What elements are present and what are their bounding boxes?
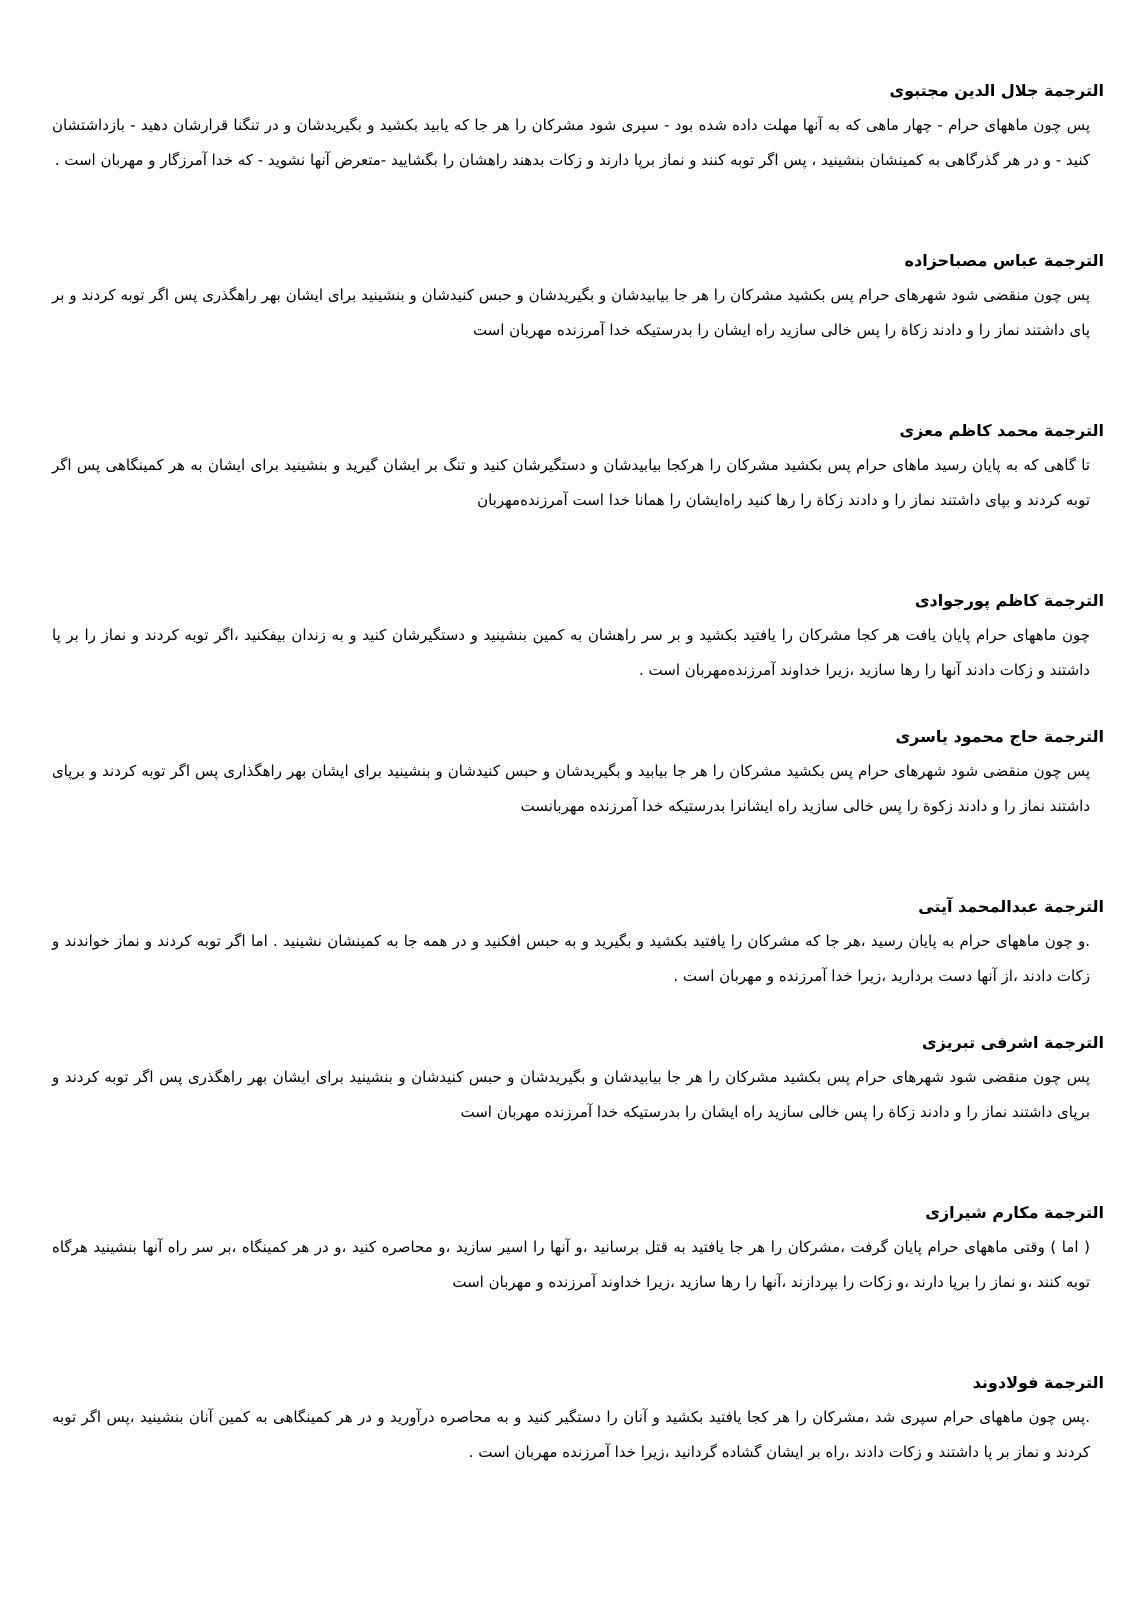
translation-text: پس چون منقضی شود شهرهای حرام پس بکشید مشرکان را هر جا بیابیدشان و بگیریدشان و حبس کنیدشان و بنشینید برای ایشان بهر راهگذری پس اگر توبه کردند و برپای داشتند نماز را و دادند زکاة را پس خالی سازید راه ایشان را بدرستیکه خدا آمرزنده مهربان است	[52, 1068, 1090, 1121]
translation-section	[52, 250, 1104, 348]
translation-text: تا گاهی که به پایان رسید ماهای حرام پس بکشید مشرکان را هرکجا بیابیدشان و دستگیرشان کنید و تنگ بر ایشان گیرید و بنشینید برای ایشان به هر کمینگاهی پس اگر توبه کردند و بپای داشتند نماز را و دادند زکاة را رها کنید راه‌ایشان را همانا خدا است آمرزنده‌مهربان	[52, 456, 1090, 509]
translation-section	[52, 726, 1104, 824]
translation-text: پس چون منقضی شود شهرهای حرام پس بکشید مشرکان را هر جا بیابیدشان و بگیریدشان و حبس کنیدشان و بنشینید برای ایشان بهر راهگذری پس اگر توبه کردند و بر پای داشتند نماز را و دادند زکاة را پس خالی سازید راه ایشان را بدرستیکه خدا آمرزنده مهربان است	[52, 286, 1090, 339]
translation-text: .و چون ماههای حرام به پایان رسید ،هر جا که مشرکان را یافتید بکشید و بگیرید و به حبس افکنید و در همه جا به کمینشان نشینید . اما اگر توبه کردند و نماز خواندند و زکات دادند ،از آنها دست بردارید ،زیرا خدا آمرزنده و مهربان است .	[52, 932, 1090, 985]
translation-heading: الترجمة حاج محمود یاسری	[895, 727, 1104, 746]
translation-section	[52, 80, 1104, 178]
translation-section	[52, 1032, 1104, 1130]
translation-text: چون ماههای حرام پایان یافت هر کجا مشرکان را یافتید بکشید و بر سر راهشان به کمین بنشینید و دستگیرشان کنید و به زندان بیفکنید ،اگر توبه کردند و نماز را بر پا داشتند و زکات دادند آنها را رها سازید ،زیرا خداوند آمرزنده‌مهربان است .	[52, 626, 1090, 679]
translation-text: پس چون ماههای حرام - چهار ماهی که به آنها مهلت داده شده بود - سپری شود مشرکان را هر جا که یابید بکشید و بگیریدشان و در تنگنا قرارشان دهید - بازداشتشان کنید - و در هر گذرگاهی به کمینشان بنشینید ، پس اگر توبه کنند و نماز برپا دارند و زکات بدهند راهشان را بگشایید -متعرض آنها نشوید - که خدا آمرزگار و مهربان است .	[52, 116, 1090, 169]
translation-heading: الترجمة کاظم پورجوادی	[914, 591, 1104, 610]
translation-section	[52, 420, 1104, 518]
translation-heading: الترجمة جلال الدين مجتبوی	[889, 81, 1104, 100]
translation-heading: الترجمة مکارم شیرازی	[925, 1203, 1104, 1222]
translation-section	[52, 1372, 1104, 1470]
translation-text: .پس چون ماههای حرام سپری شد ،مشرکان را هر کجا یافتید بکشید و آنان را دستگیر کنید و به محاصره درآورید و در هر کمینگاهی به کمین آنان بنشینید ،پس اگر توبه کردند و نماز بر پا داشتند و زکات دادند ،راه بر ایشان گشاده گردانید ،زیرا خدا آمرزنده مهربان است .	[52, 1408, 1090, 1461]
translation-section	[52, 1202, 1104, 1300]
translation-text: پس چون منقضی شود شهرهای حرام پس بکشید مشرکان را هر جا بیابید و بگیریدشان و حبس کنیدشان و بنشینید برای ایشان بهر راهگذاری پس اگر توبه کردند و برپای داشتند نماز را و دادند زکوة را پس خالی سازید راه ایشانرا بدرستیکه خدا آمرزنده مهربانست	[52, 762, 1090, 815]
translation-heading: الترجمة عبدالمحمد آیتی	[918, 897, 1104, 916]
translation-section	[52, 590, 1104, 688]
translation-section	[52, 896, 1104, 994]
translation-heading: الترجمة اشرفی تبریزی	[921, 1033, 1104, 1052]
translation-heading: الترجمة فولادوند	[972, 1373, 1104, 1392]
translation-heading: الترجمة عباس مصباحزاده	[904, 251, 1104, 270]
translation-text: ( اما ) وقتی ماههای حرام پایان گرفت ،مشرکان را هر جا یافتید به قتل برسانید ،و آنها را اسیر سازید ،و محاصره کنید ،و در هر کمینگاه ،بر سر راه آنها بنشینید هرگاه توبه کنند ،و نماز را برپا دارند ،و زکات را بپردازند ،آنها را رها سازید ،زیرا خداوند آمرزنده و مهربان است	[52, 1238, 1090, 1291]
translation-heading: الترجمة محمد کاظم معزی	[899, 421, 1104, 440]
